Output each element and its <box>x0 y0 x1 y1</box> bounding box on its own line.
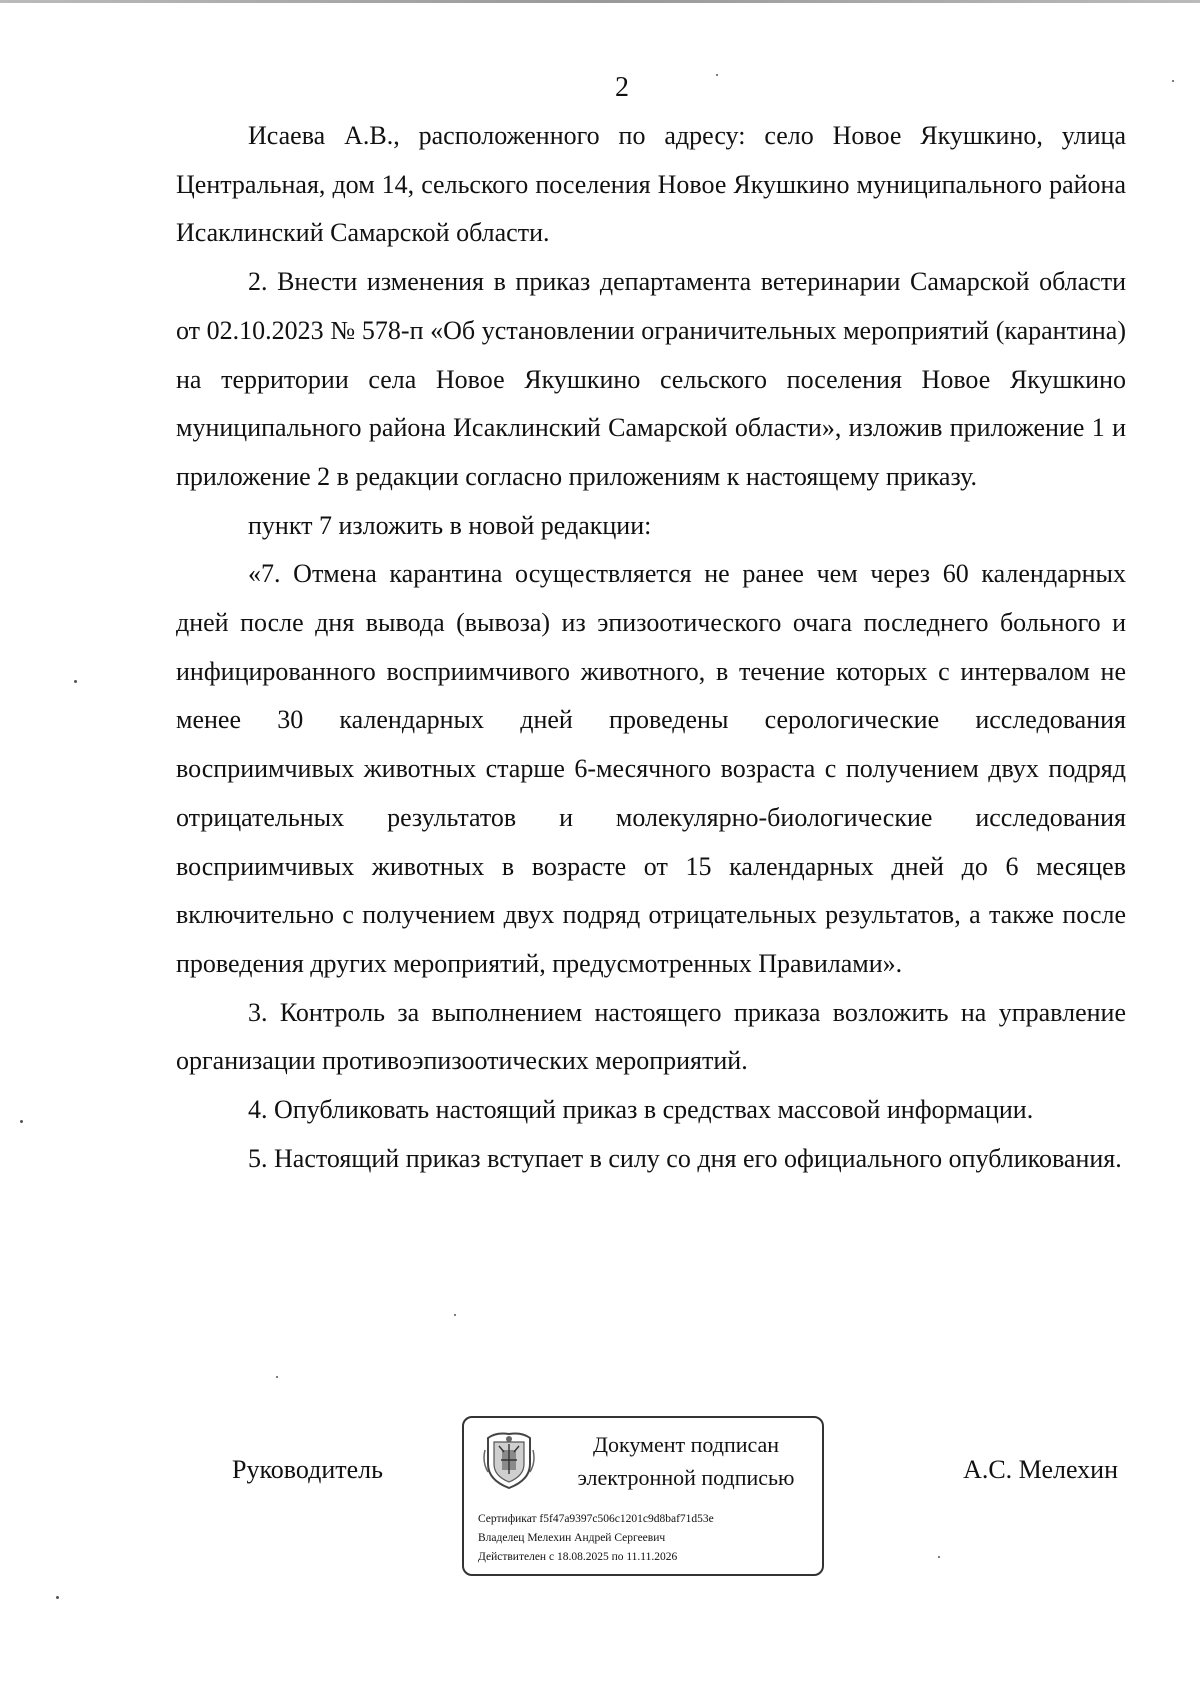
scan-speck <box>454 1314 456 1316</box>
paragraph-item-3: 3. Контроль за выполнением настоящего приказа возложить на управление организации противоэпизоотических мероприятий. <box>176 997 1126 1076</box>
page-number: 2 <box>615 72 629 103</box>
paragraph-item-5: 5. Настоящий приказ вступает в силу со дня его официального опубликования. <box>248 1143 1122 1173</box>
paragraph-item-7-text: «7. Отмена карантина осуществляется не ранее чем через 60 календарных дней после дня вывода (вывоза) из эпизоотического очага последнего больного и инфицированного восприимчивого животного, в течение которых с интервалом не менее 30 календарных дней проведены серологические исследования восприимчивых животных старше 6-месячного возраста с получением двух подряд отрицательных результатов и молекулярно-биологические исследования восприимчивых животных в возрасте от 15 календарных дней до 6 месяцев включительно с получением двух подряд отрицательных результатов, а также после проведения других мероприятий, предусмотренных Правилами». <box>176 559 1126 978</box>
coat-of-arms-icon <box>482 1430 536 1492</box>
paragraph-address: Исаева А.В., расположенного по адресу: село Новое Якушкино, улица Центральная, дом 14, сельского поселения Новое Якушкино муниципального района Исаклинский Самарской области. <box>176 121 1126 248</box>
signatory-name: А.С. Мелехин <box>963 1455 1118 1484</box>
scan-speck <box>56 1596 59 1599</box>
stamp-owner: Владелец Мелехин Андрей Сергеевич <box>478 1532 666 1544</box>
scan-speck <box>938 1556 940 1558</box>
scan-speck <box>20 1120 23 1123</box>
document-body <box>176 112 1126 1183</box>
stamp-heading-line1: Документ подписан <box>592 1432 780 1457</box>
paragraph-item-7-intro: пункт 7 изложить в новой редакции: <box>248 510 652 540</box>
stamp-details <box>478 1510 818 1567</box>
stamp-heading <box>560 1428 812 1494</box>
paragraph-item-2: 2. Внести изменения в приказ департамента ветеринарии Самарской области от 02.10.2023 № 578-п «Об установлении ограничительных мероприятий (карантина) на территории села Новое Якушкино сельского поселения Новое Якушкино муниципального района Исаклинский Самарской области», изложив приложение 1 и приложение 2 в редакции согласно приложениям к настоящему приказу. <box>176 267 1126 491</box>
scan-speck <box>74 680 77 683</box>
stamp-heading-line2: электронной подписью <box>577 1465 795 1490</box>
scan-speck <box>716 74 718 76</box>
stamp-validity: Действителен с 18.08.2025 по 11.11.2026 <box>478 1551 678 1563</box>
scan-top-edge <box>0 0 1200 3</box>
stamp-certificate: Сертификат f5f47a9397c506c1201c9d8baf71d53e <box>478 1513 714 1525</box>
scan-speck <box>1172 80 1174 82</box>
paragraph-item-4: 4. Опубликовать настоящий приказ в средствах массовой информации. <box>248 1095 1034 1125</box>
scan-speck <box>276 1376 278 1378</box>
signatory-title: Руководитель <box>232 1455 383 1484</box>
electronic-signature-stamp <box>462 1416 824 1576</box>
